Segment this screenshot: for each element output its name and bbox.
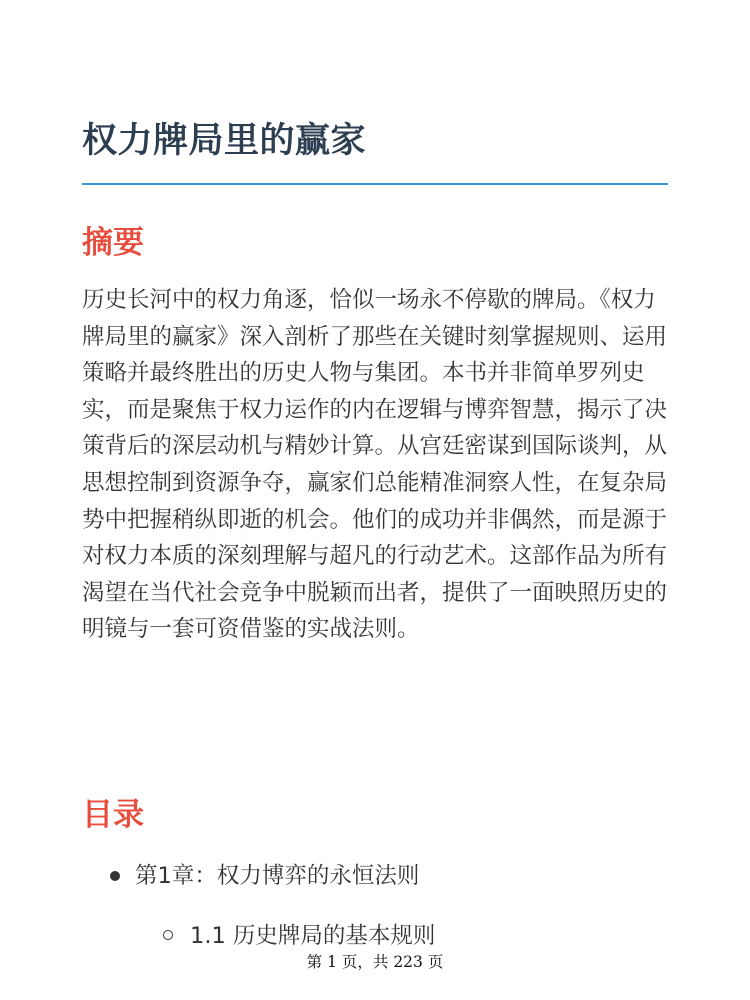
toc-sublist — [0, 918, 750, 954]
toc-list — [0, 858, 750, 949]
toc-heading: 目录 — [82, 797, 144, 833]
title-divider — [82, 183, 668, 185]
toc-chapter-label: 第1章：权力博弈的永恒法则 — [135, 863, 420, 889]
bullet-circle-icon — [163, 930, 173, 940]
abstract-body: 历史长河中的权力角逐，恰似一场永不停歇的牌局。《权力牌局里的赢家》深入剖析了那些在关键时刻掌握规则、运用策略并最终胜出的历史人物与集团。本书并非简单罗列史实，而是聚焦于权力运作的内在逻辑与博弈智慧，揭示了决策背后的深层动机与精妙计算。从宫廷密谋到国际谈判，从思想控制到资源争夺，赢家们总能精准洞察人性，在复杂局势中把握稍纵即逝的机会。他们的成功并非偶然，而是源于对权力本质的深刻理解与超凡的行动艺术。这部作品为所有渴望在当代社会竞争中脱颖而出者，提供了一面映照历史的明镜与一套可资借鉴的实战法则。 — [82, 287, 668, 643]
document-title: 权力牌局里的赢家 — [82, 121, 367, 161]
toc-section-label: 1.1 历史牌局的基本规则 — [190, 923, 436, 949]
page-number-footer: 第 1 页，共 223 页 — [0, 951, 750, 973]
abstract-heading: 摘要 — [82, 225, 144, 261]
bullet-disc-icon — [110, 871, 120, 881]
toc-section-1-1[interactable] — [0, 918, 750, 954]
toc-chapter-1[interactable] — [0, 858, 750, 949]
